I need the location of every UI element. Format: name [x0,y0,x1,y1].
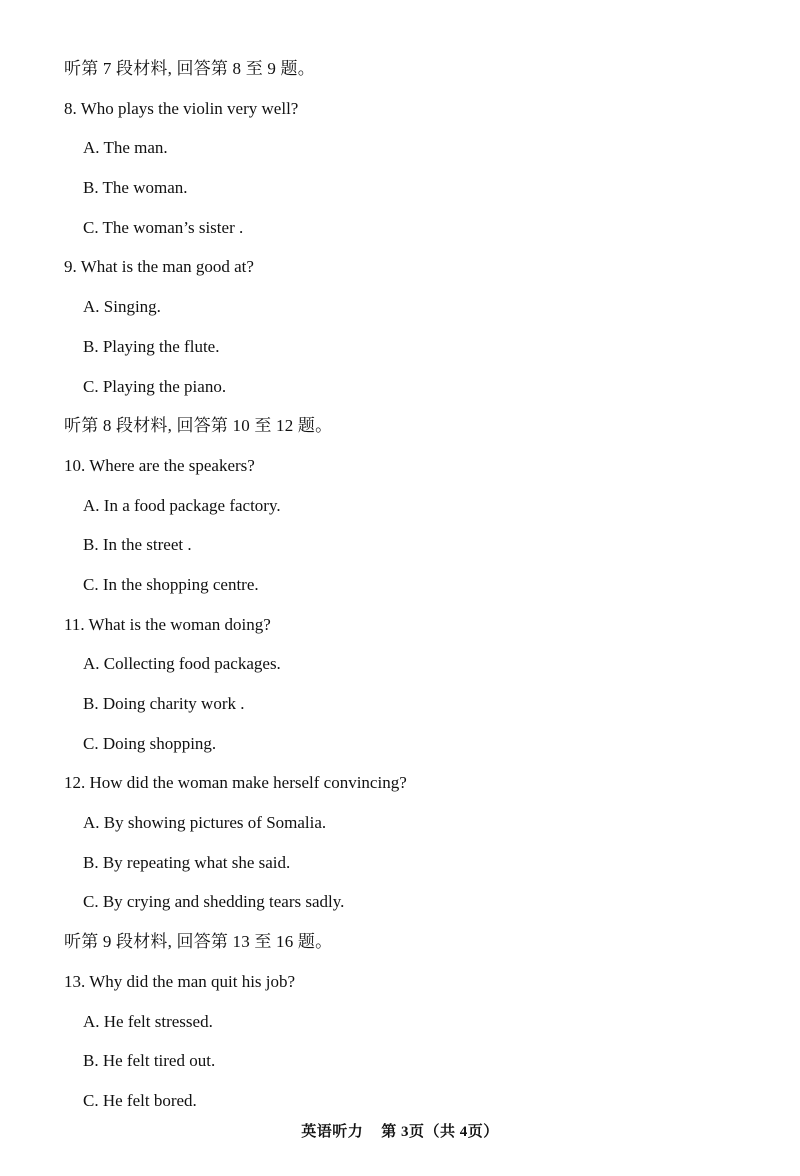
question-10-option-a: A. In a food package factory. [83,495,281,515]
question-9-option-c: C. Playing the piano. [83,376,227,396]
question-9: 9. What is the man good at? [64,257,254,277]
question-13-option-b: B. He felt tired out. [83,1051,216,1071]
question-8: 8. Who plays the violin very well? [64,98,299,118]
question-12-option-c: C. By crying and shedding tears sadly. [83,892,345,912]
question-11-option-c: C. Doing shopping. [83,733,217,753]
question-8-option-b: B. The woman. [83,178,188,198]
question-13-option-a: A. He felt stressed. [83,1011,213,1031]
question-9-option-a: A. Singing. [83,297,161,317]
question-8-option-c: C. The woman’s sister . [83,217,244,237]
question-10: 10. Where are the speakers? [64,455,255,475]
page-footer [0,1120,800,1141]
question-10-option-b: B. In the street . [83,535,192,555]
question-12: 12. How did the woman make herself convincing? [64,773,407,793]
question-11-option-b: B. Doing charity work . [83,694,245,713]
question-11: 11. What is the woman doing? [64,614,271,634]
page-content [64,54,764,1126]
section-heading-8: 听第 8 段材料, 回答第 10 至 12 题。 [64,416,333,436]
question-9-option-b: B. Playing the flute. [83,336,220,356]
question-10-option-c: C. In the shopping centre. [83,574,259,594]
footer-subject: 英语听力 [301,1124,364,1140]
question-12-option-a: A. By showing pictures of Somalia. [83,813,327,833]
question-13-option-c: C. He felt bored. [83,1090,197,1110]
question-12-option-b: B. By repeating what she said. [83,852,291,872]
question-11-option-a: A. Collecting food packages. [83,654,281,674]
footer-page-info: 第 3页（共 4页） [381,1124,499,1140]
section-heading-7: 听第 7 段材料, 回答第 8 至 9 题。 [64,59,315,78]
question-13: 13. Why did the man quit his job? [64,971,296,991]
section-heading-9: 听第 9 段材料, 回答第 13 至 16 题。 [64,932,333,952]
question-8-option-a: A. The man. [83,138,168,158]
